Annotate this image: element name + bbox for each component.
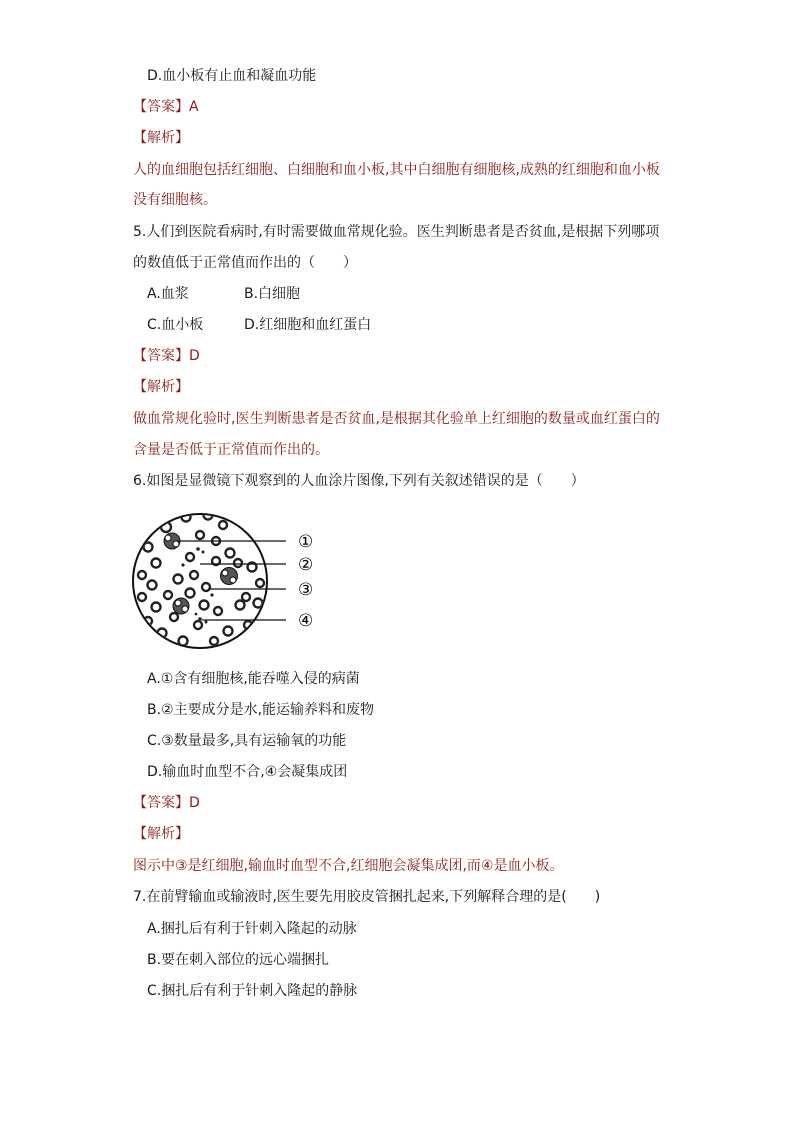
figure-label-4: ④: [298, 611, 314, 631]
q4-analysis-line2: 没有细胞核。: [133, 192, 217, 208]
q6-option-d: D.输血时血型不合,④会凝集成团: [147, 764, 348, 780]
q6-option-c: C.③数量最多,具有运输氧的功能: [147, 733, 347, 749]
blood-smear-figure: [128, 505, 328, 660]
figure-label-3: ③: [298, 580, 314, 600]
q5-answer-value: D: [189, 348, 200, 364]
q5-answer-label: 【答案】: [133, 348, 189, 364]
q5-analysis-label: 【解析】: [133, 379, 189, 395]
q4-analysis-label: 【解析】: [133, 130, 189, 146]
q5-analysis-line1: 做血常规化验时,医生判断患者是否贫血,是根据其化验单上红细胞的数量或血红蛋白的: [133, 411, 660, 427]
q5-option-d: D.红细胞和血红蛋白: [244, 317, 372, 333]
q6-answer-label: 【答案】: [133, 795, 189, 811]
q5-option-b: B.白细胞: [244, 286, 301, 302]
q7-stem: 7.在前臂输血或输液时,医生要先用胶皮管捆扎起来,下列解释合理的是( ): [133, 889, 601, 905]
q6-analysis-label: 【解析】: [133, 826, 189, 842]
blood-smear-image: [128, 505, 328, 660]
q7-option-b: B.要在刺入部位的远心端捆扎: [147, 952, 330, 968]
q4-analysis-line1: 人的血细胞包括红细胞、白细胞和血小板,其中白细胞有细胞核,成熟的红细胞和血小板: [133, 162, 660, 178]
q6-option-b: B.②主要成分是水,能运输养料和废物: [147, 702, 375, 718]
q7-option-c: C.捆扎后有利于针刺入隆起的静脉: [147, 983, 358, 999]
q5-stem-line2: 的数值低于正常值而作出的（ ）: [133, 255, 357, 271]
q6-answer: [133, 793, 200, 813]
q6-analysis-line1: 图示中③是红细胞,输血时血型不合,红细胞会凝集成团,而④是血小板。: [133, 858, 564, 874]
q4-answer-label: 【答案】: [133, 99, 189, 115]
q5-stem-line1: 5.人们到医院看病时,有时需要做血常规化验。医生判断患者是否贫血,是根据下列哪项: [133, 224, 660, 240]
figure-label-1: ①: [298, 532, 314, 552]
q4-answer-value: A: [189, 99, 199, 115]
q5-answer: [133, 346, 200, 366]
figure-label-2: ②: [298, 555, 314, 575]
q6-option-a: A.①含有细胞核,能吞噬入侵的病菌: [147, 671, 360, 687]
q6-answer-value: D: [189, 795, 200, 811]
q6-stem: 6.如图是显微镜下观察到的人血涂片图像,下列有关叙述错误的是（ ）: [133, 473, 585, 489]
q7-option-a: A.捆扎后有利于针刺入隆起的动脉: [147, 921, 357, 937]
q4-answer: [133, 97, 199, 117]
q5-option-a: A.血浆: [147, 286, 189, 302]
q5-option-c: C.血小板: [147, 317, 204, 333]
q5-analysis-line2: 含量是否低于正常值而作出的。: [133, 442, 329, 458]
q4-option-d: D.血小板有止血和凝血功能: [147, 68, 317, 84]
